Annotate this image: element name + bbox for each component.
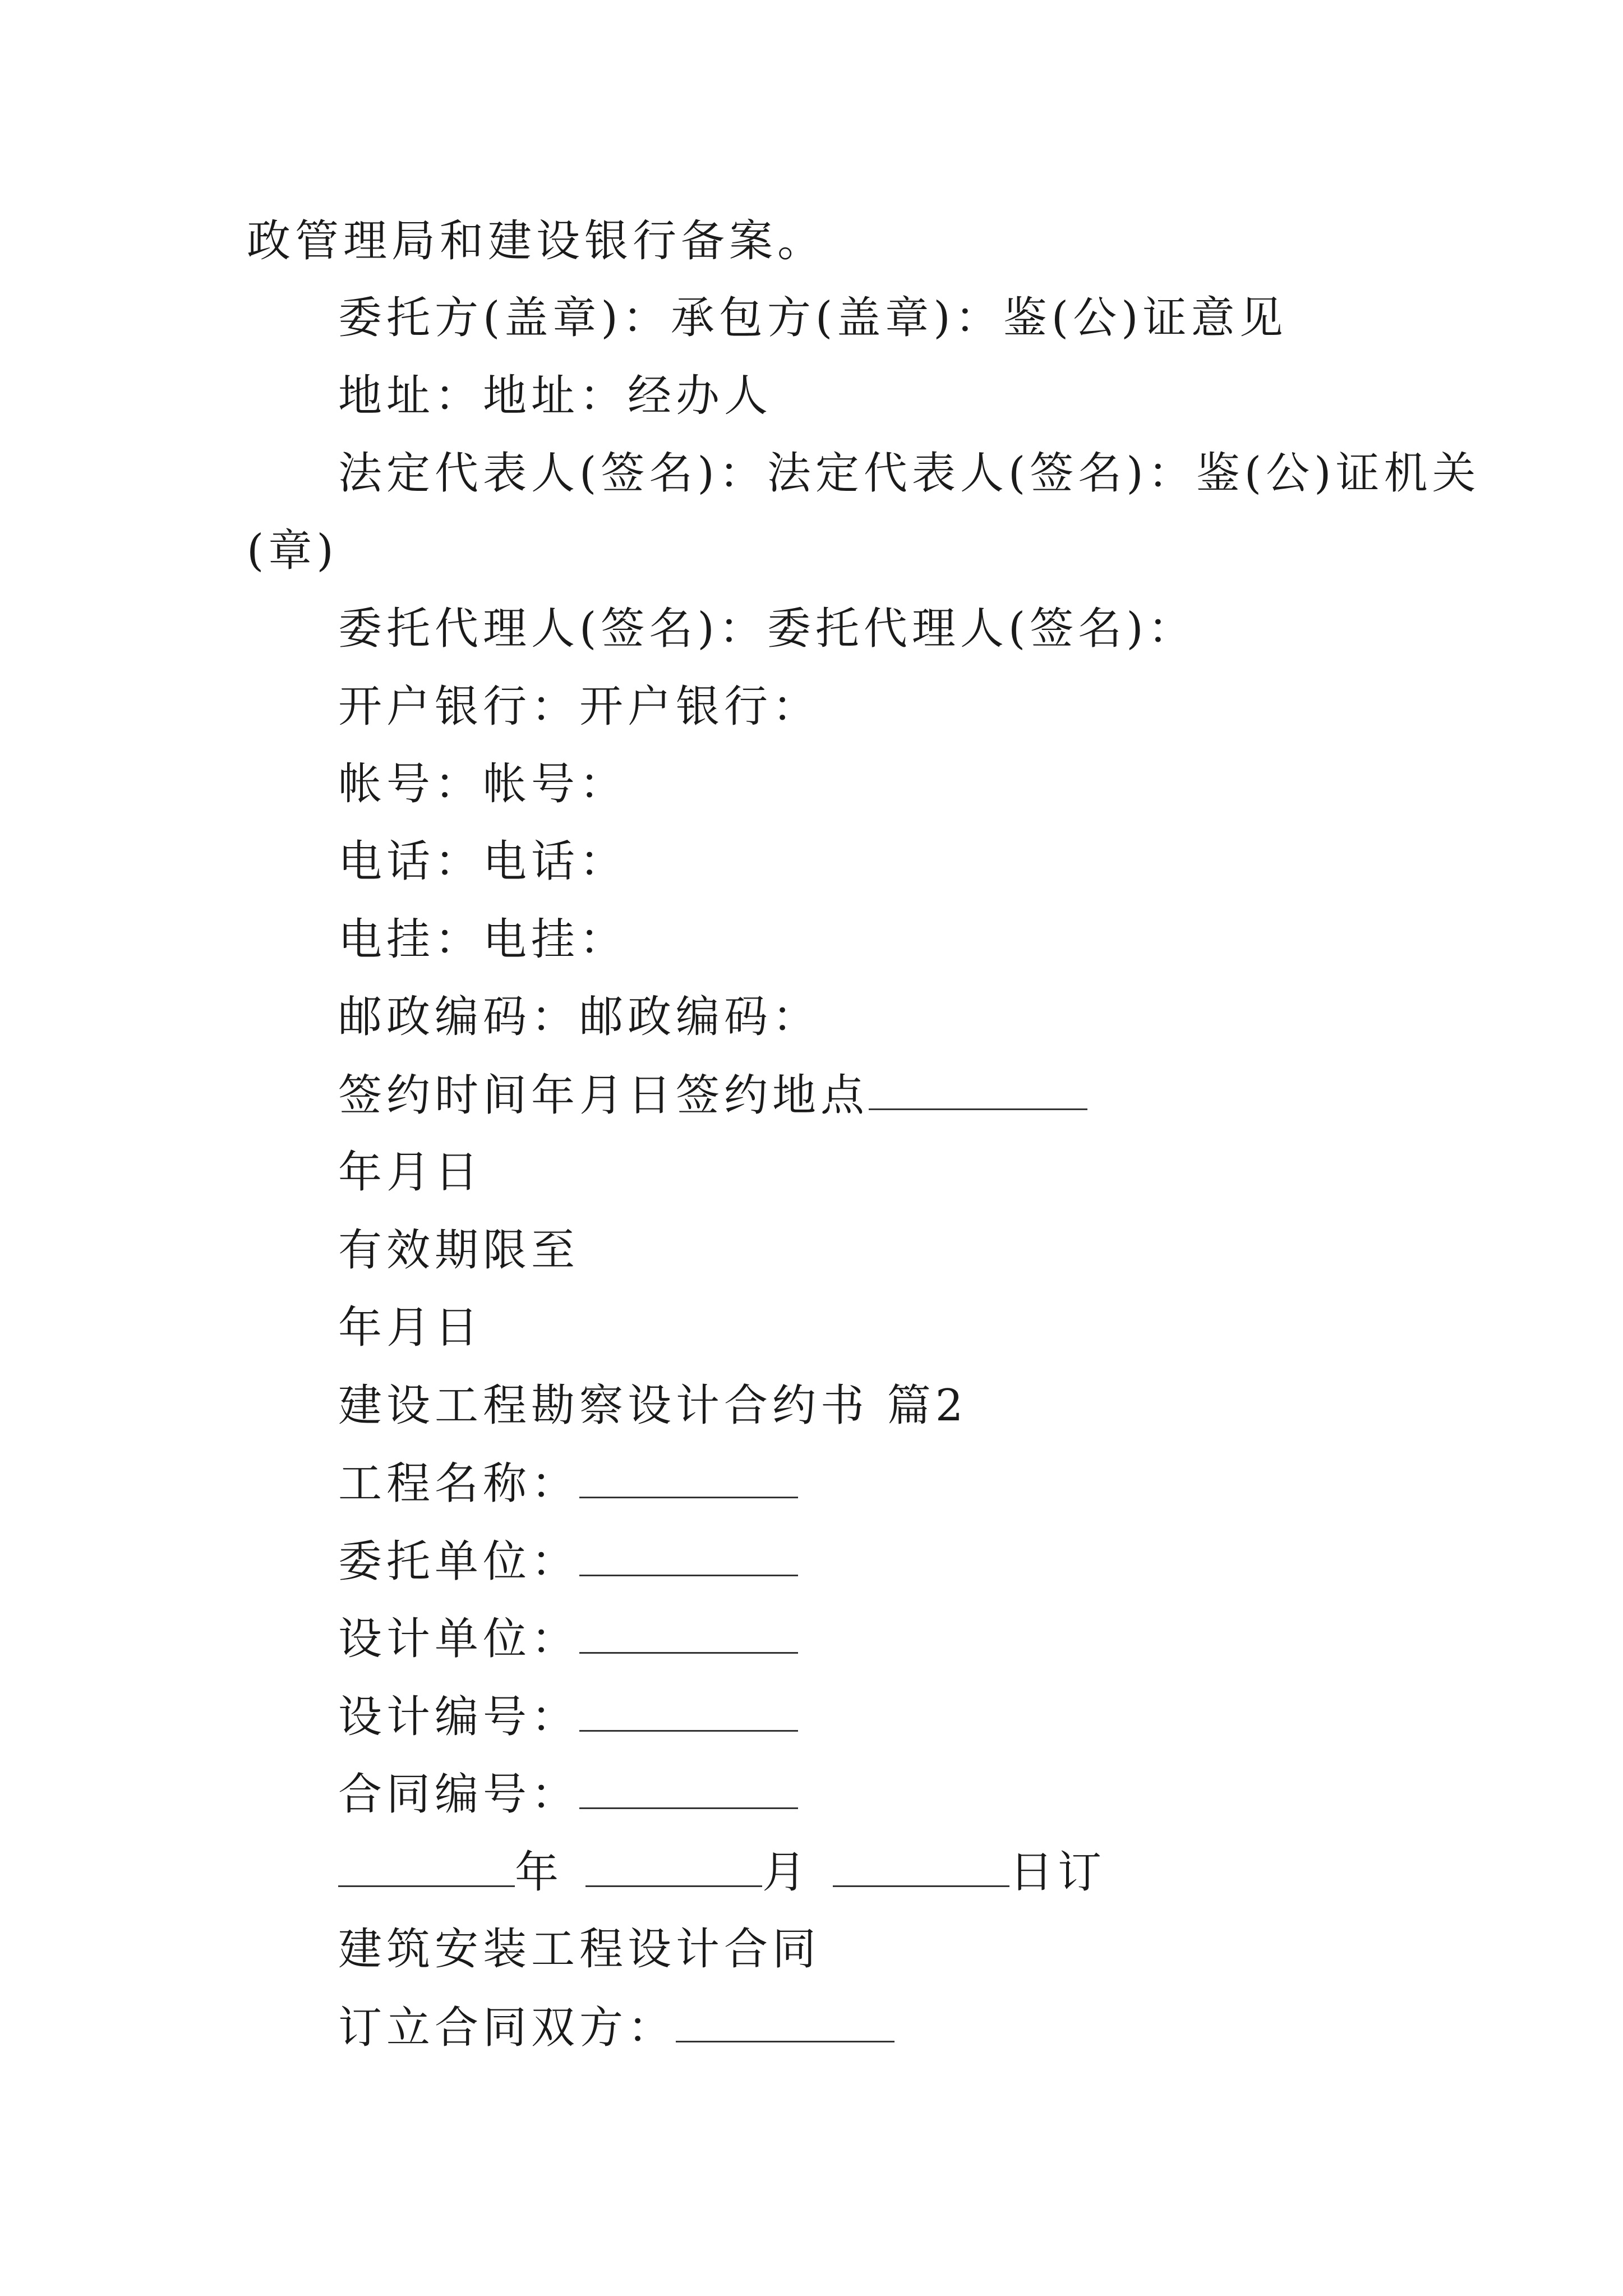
text-line: 政管理局和建设银行备案。 (247, 216, 826, 266)
day-blank (833, 1844, 1009, 1887)
year-label: 年 (515, 1847, 564, 1898)
client-line (338, 1533, 798, 1590)
signing-line (338, 1067, 1087, 1124)
contract-number-line (338, 1766, 798, 1823)
design-number-blank (579, 1688, 798, 1732)
designer-blank (579, 1611, 798, 1654)
section-heading: 建设工程勘察设计合约书 篇2 (338, 1381, 968, 1431)
day-label: 日订 (1009, 1847, 1106, 1898)
text-line: 委托方(盖章)：承包方(盖章)：鉴(公)证意见 (338, 293, 1288, 343)
project-name-line (338, 1455, 798, 1512)
text-line: 电挂：电挂： (338, 914, 628, 965)
parties-label: 订立合同双方： (338, 2003, 676, 2053)
parties-line (338, 1999, 895, 2056)
design-number-label: 设计编号： (338, 1692, 580, 1742)
contract-number-label: 合同编号： (338, 1769, 580, 1820)
client-blank (579, 1533, 798, 1576)
signing-place-blank (869, 1067, 1087, 1110)
signing-label: 签约时间年月日签约地点 (338, 1070, 869, 1121)
month-blank (585, 1844, 762, 1887)
text-line: 委托代理人(签名)：委托代理人(签名)： (338, 604, 1196, 654)
month-label: 月 (762, 1847, 811, 1898)
designer-line (338, 1611, 798, 1667)
text-line: 邮政编码：邮政编码： (338, 992, 821, 1042)
text-line: 年月日 (338, 1303, 483, 1353)
client-label: 委托单位： (338, 1536, 580, 1587)
text-line: 年月日 (338, 1147, 483, 1198)
text-line: 法定代表人(签名)：法定代表人(签名)：鉴(公)证机关 (338, 448, 1481, 499)
contract-number-blank (579, 1766, 798, 1809)
text-line: 帐号：帐号： (338, 759, 628, 809)
text-line: 电话：电话： (338, 836, 628, 887)
date-line (338, 1844, 1106, 1901)
design-number-line (338, 1688, 798, 1745)
project-name-blank (579, 1455, 798, 1498)
text-line: 开户银行：开户银行： (338, 682, 821, 732)
text-line: 有效期限至 (338, 1225, 580, 1276)
project-name-label: 工程名称： (338, 1458, 580, 1509)
year-blank (338, 1844, 515, 1887)
designer-label: 设计单位： (338, 1614, 580, 1664)
contract-title: 建筑安装工程设计合同 (338, 1924, 821, 1975)
parties-blank (676, 1999, 895, 2042)
text-line: 地址：地址：经办人 (338, 371, 773, 421)
text-line: (章) (247, 526, 338, 576)
